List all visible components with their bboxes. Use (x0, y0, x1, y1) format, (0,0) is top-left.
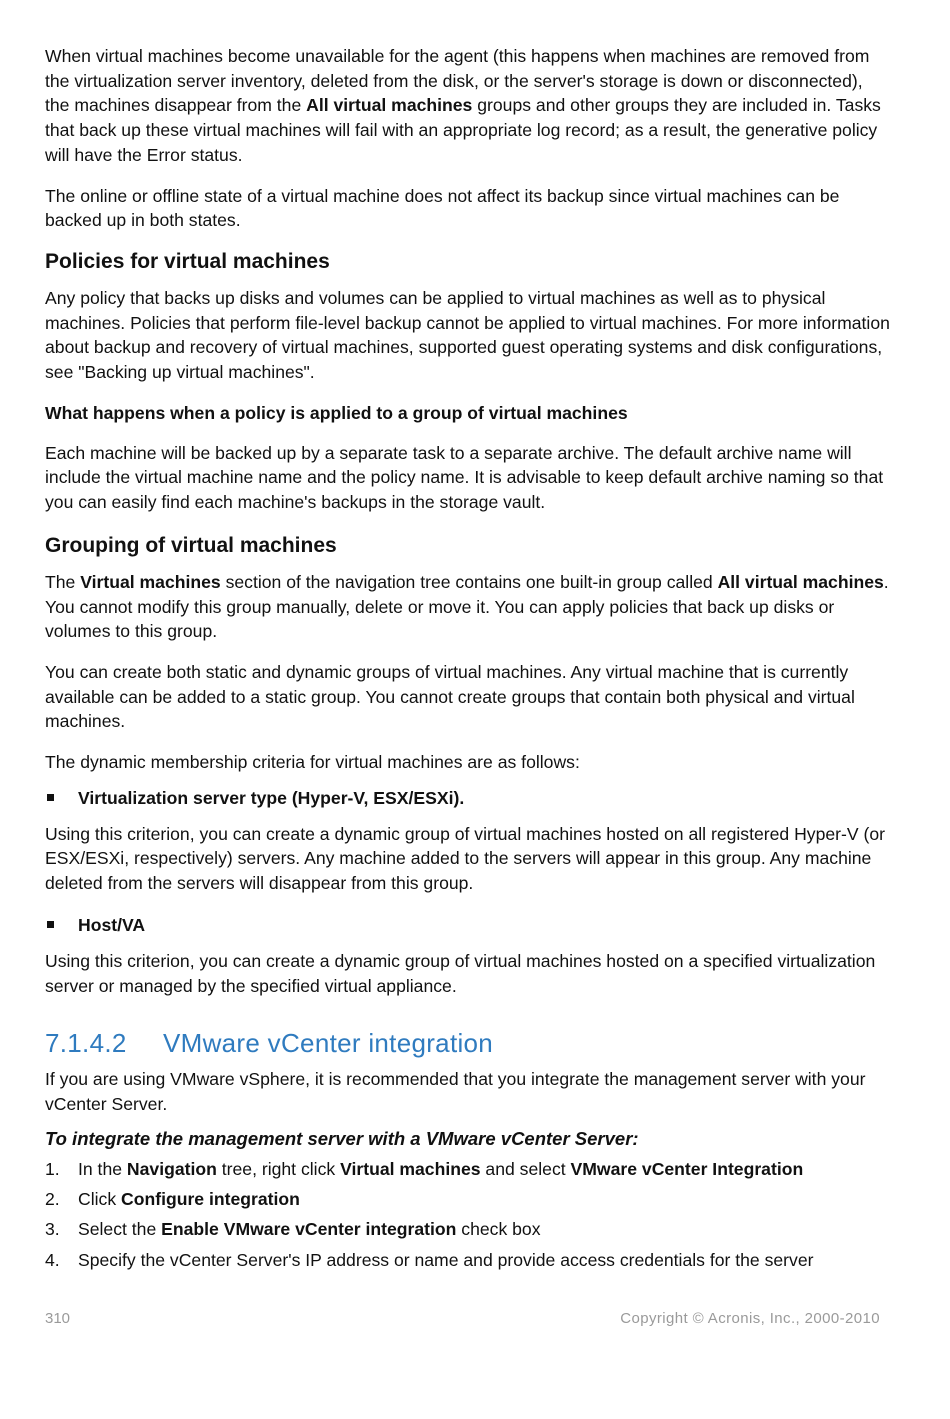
grouping-paragraph-static-dynamic: You can create both static and dynamic groups of virtual machines. Any virtual machine that is currently available can be added to a static group. You cannot create groups that contain both physical and virtual machines. (45, 661, 855, 732)
bold-term-virtual-machines: Virtual machines (340, 1158, 481, 1179)
grouping-paragraph-builtin (45, 570, 890, 644)
section-intro-paragraph: If you are using VMware vSphere, it is recommended that you integrate the management server with your vCenter Server. (45, 1069, 866, 1114)
criterion-label: Host/VA (78, 914, 146, 935)
text-run: When virtual machines become unavailable for the agent (this happens when machines are removed from the virtualization server inventory, deleted from the disk, or the server's storage is down or disconnected), the machines disappear from the (45, 46, 870, 116)
text-run: In the (78, 1158, 127, 1179)
criterion-description: Using this criterion, you can create a dynamic group of virtual machines hosted on a specified virtualization server or managed by the specified virtual appliance. (45, 950, 876, 996)
grouping-paragraph-criteria-intro: The dynamic membership criteria for virtual machines are as follows: (45, 752, 580, 773)
policies-group-paragraph: Each machine will be backed up by a separate task to a separate archive. The default archive name will include the virtual machine name and the policy name. It is advisable to keep default archive naming so that you can easily find each machine's backups in the storage vault. (45, 442, 884, 513)
text-run: Select the (78, 1219, 162, 1240)
step-number: 1. (45, 1158, 60, 1179)
text-run: Click (78, 1188, 122, 1209)
text-run: check box (456, 1219, 541, 1240)
text-run: . You cannot modify this group manually, delete or move it. You can apply policies that back up disks or volumes to this group. (45, 571, 889, 642)
criterion-description: Using this criterion, you can create a dynamic group of virtual machines hosted on all registered Hyper-V (or ESX/ESXi, respectively) servers. Any machine added to the servers will appear in this group. Any machine deleted from the servers will disappear from this group. (45, 823, 886, 894)
section-title: VMware vCenter integration (163, 1028, 494, 1059)
text-run: The (45, 571, 81, 592)
section-heading-vcenter (45, 1027, 890, 1059)
procedure-step (45, 1217, 890, 1241)
bold-term-virtual-machines: Virtual machines (80, 571, 221, 592)
criterion-bullet-host-va (45, 913, 890, 937)
bold-term-configure-integration: Configure integration (121, 1188, 300, 1209)
criterion-label: Virtualization server type (Hyper-V, ESX/ESXi). (78, 787, 465, 808)
bullet-square-icon (47, 794, 54, 801)
intro-paragraph-unavailable (45, 44, 890, 168)
procedure-title: To integrate the management server with a VMware vCenter Server: (45, 1127, 639, 1149)
step-number: 2. (45, 1188, 60, 1209)
text-run: Specify the vCenter Server's IP address or name and provide access credentials for the server (78, 1249, 814, 1270)
procedure-steps (45, 1157, 890, 1272)
bold-term-vmware-vcenter-integration: VMware vCenter Integration (570, 1158, 804, 1179)
bold-term-all-virtual-machines: All virtual machines (306, 95, 473, 116)
criterion-bullet-server-type (45, 786, 890, 810)
step-number: 4. (45, 1249, 60, 1270)
procedure-step (45, 1157, 890, 1181)
section-number: 7.1.4.2 (45, 1028, 127, 1059)
page-number: 310 (45, 1310, 71, 1327)
document-page (45, 44, 890, 1278)
bullet-square-icon (47, 921, 54, 928)
subheading-what-happens: What happens when a policy is applied to a group of virtual machines (45, 402, 628, 423)
procedure-step (45, 1248, 890, 1272)
text-run: tree, right click (216, 1158, 341, 1179)
procedure-step (45, 1187, 890, 1211)
heading-grouping: Grouping of virtual machines (45, 533, 337, 557)
text-run: and select (480, 1158, 571, 1179)
bold-term-navigation: Navigation (126, 1158, 217, 1179)
step-number: 3. (45, 1219, 60, 1240)
copyright-notice: Copyright © Acronis, Inc., 2000-2010 (620, 1310, 880, 1327)
intro-paragraph-online-offline: The online or offline state of a virtual machine does not affect its backup since virtual machines can be backed up in both states. (45, 185, 840, 231)
policies-paragraph: Any policy that backs up disks and volumes can be applied to virtual machines as well as to physical machines. Policies that perform file-level backup cannot be applied to virtual machines. For more information about backup and recovery of virtual machines, supported guest operating systems and disk configurations, see "Backing up virtual machines". (45, 287, 890, 383)
bold-term-enable-vcenter-integration: Enable VMware vCenter integration (161, 1219, 457, 1240)
bold-term-all-virtual-machines: All virtual machines (717, 571, 884, 592)
heading-policies: Policies for virtual machines (45, 249, 330, 273)
text-run: groups and other groups they are included in. Tasks that back up these virtual machines will fail with an appropriate log record; as a result, the generative policy will have the Error status. (45, 95, 881, 165)
text-run: section of the navigation tree contains one built-in group called (220, 571, 718, 592)
